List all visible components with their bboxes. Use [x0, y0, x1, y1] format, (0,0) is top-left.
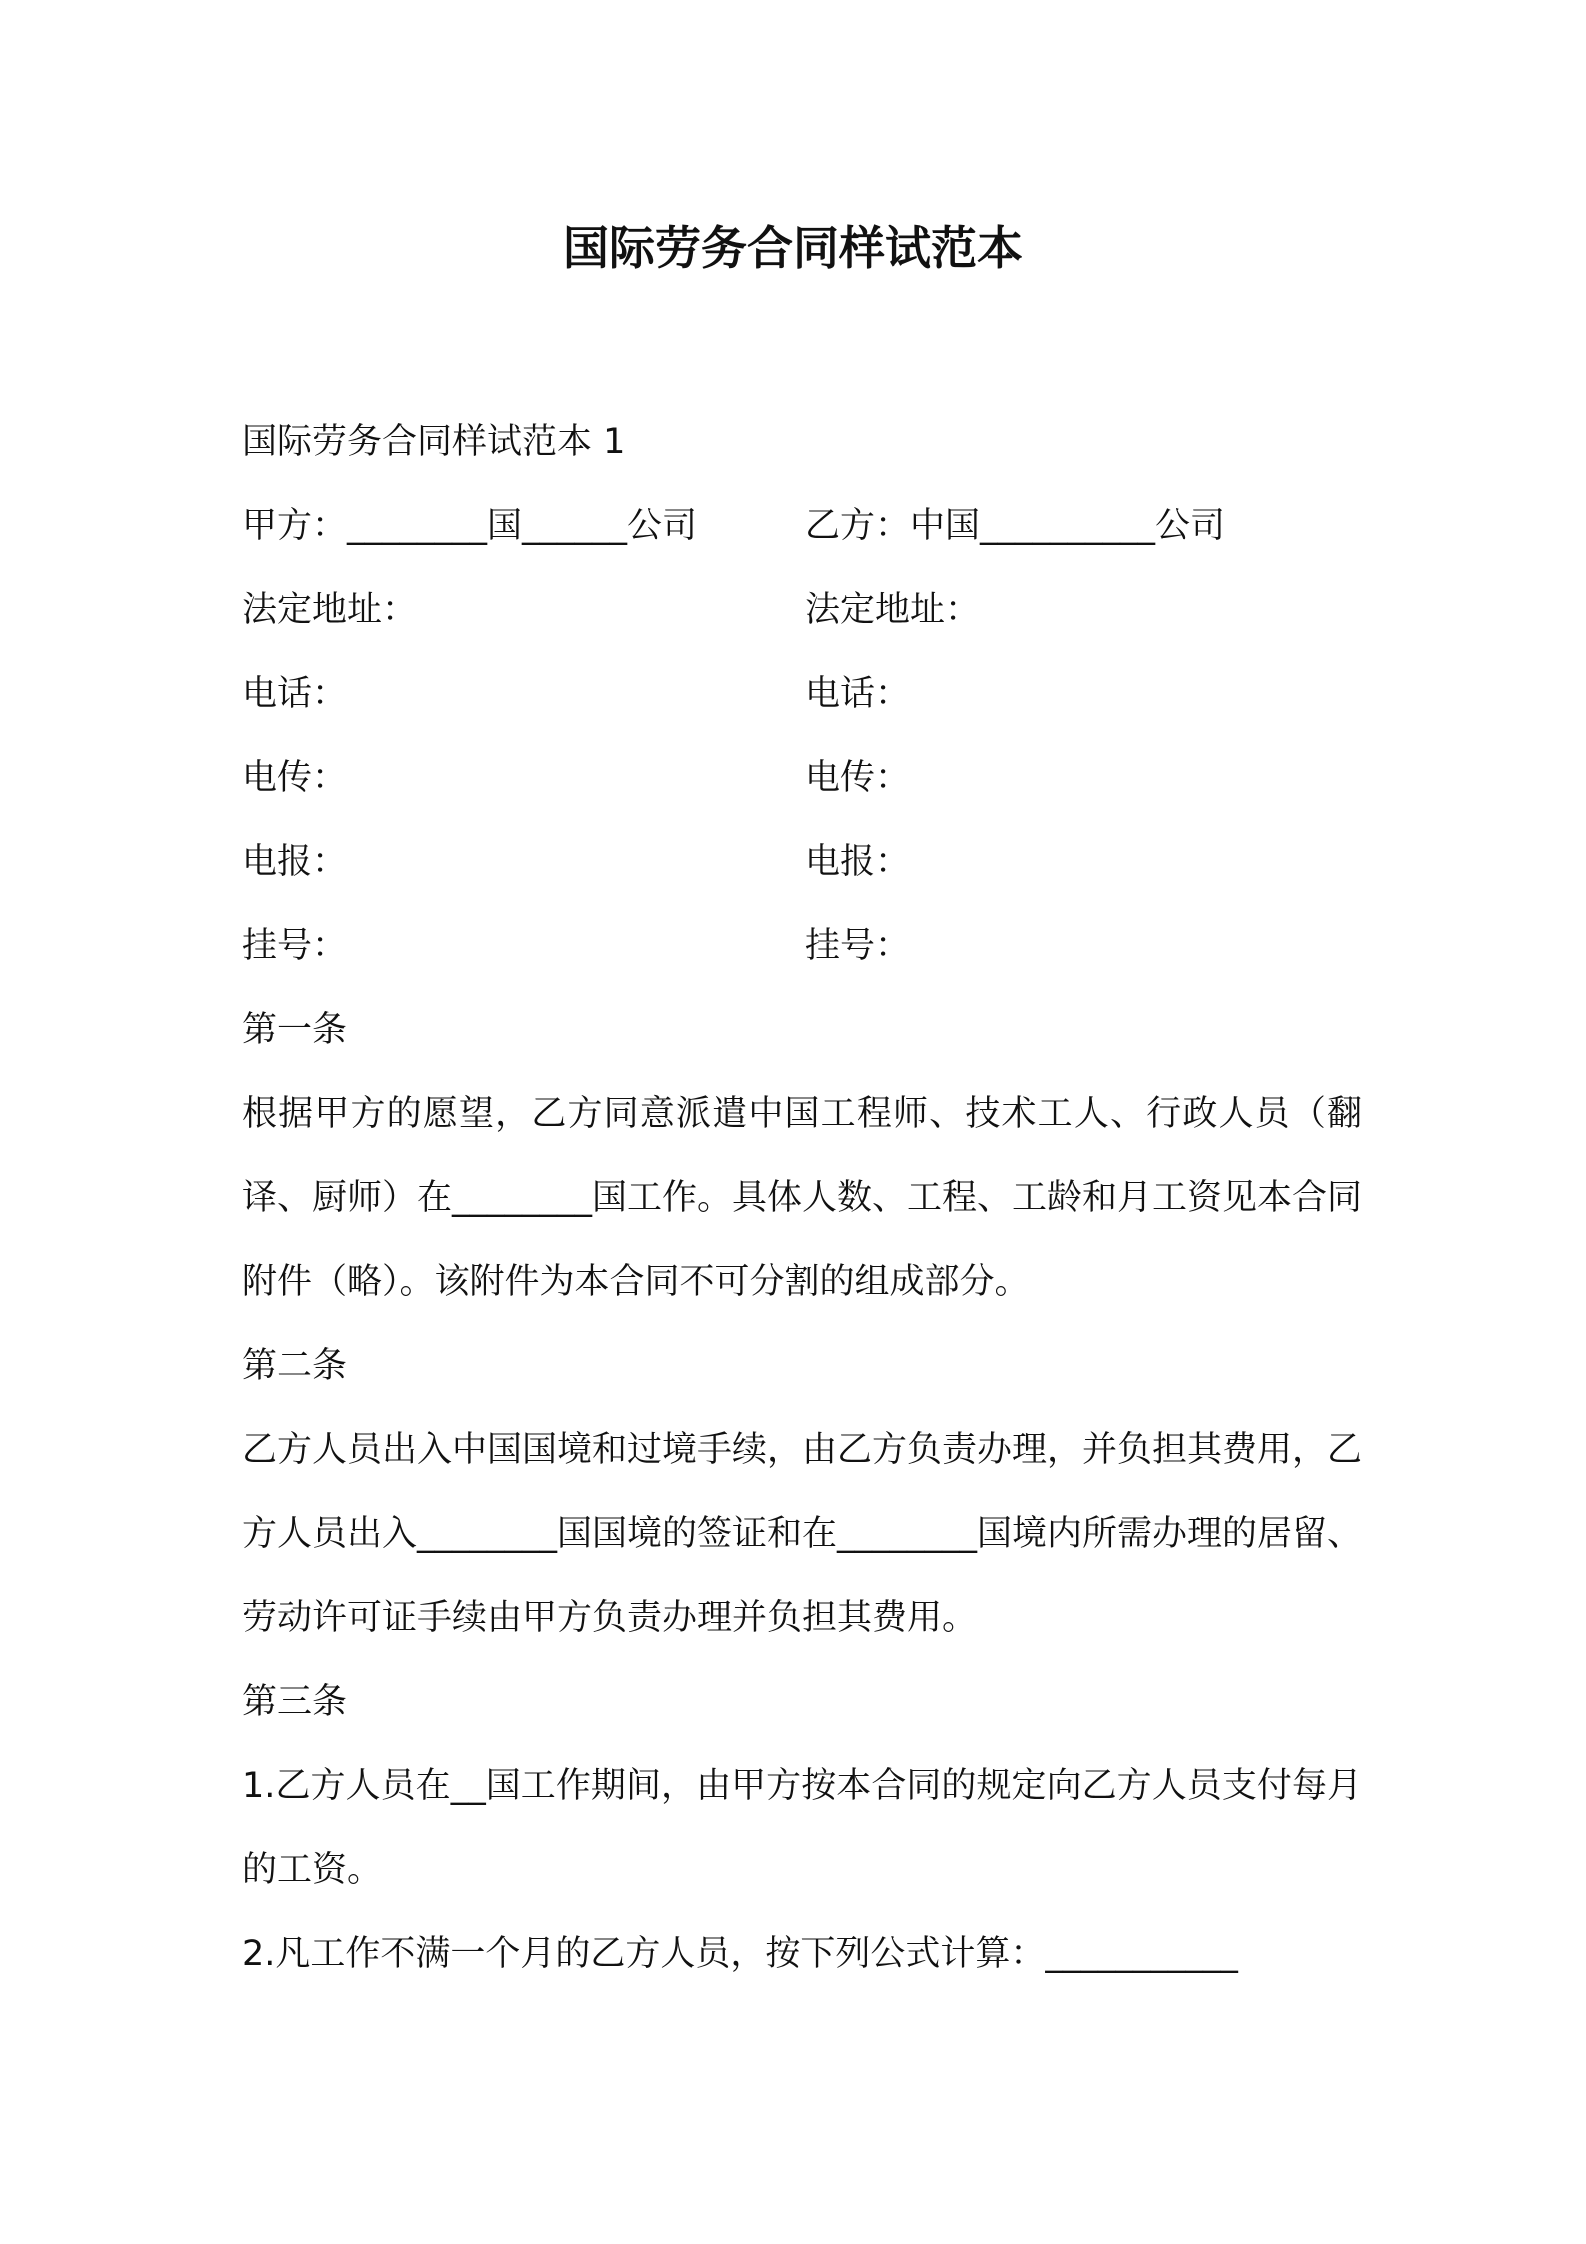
party-b-telex-label: 电传： [805, 758, 911, 798]
party-a-telex-label: 电传： [242, 758, 348, 798]
party-row-telex [242, 736, 1362, 820]
article-3-item-1: 1.乙方人员在__国工作期间，由甲方按本合同的规定向乙方人员支付每月的工资。 [242, 1766, 1362, 1890]
party-row-telegram [242, 820, 1362, 904]
party-b-address-label: 法定地址： [805, 590, 981, 630]
party-a-address-label: 法定地址： [242, 590, 418, 630]
article-1-heading: 第一条 [242, 1010, 348, 1050]
party-b-name: 乙方：中国__________公司 [805, 506, 1226, 546]
party-row-names [242, 484, 1362, 568]
article-3-heading: 第三条 [242, 1682, 348, 1722]
party-b-telegram-label: 电报： [805, 842, 911, 882]
party-a-telegram-label: 电报： [242, 842, 348, 882]
party-a-registered-label: 挂号： [242, 926, 348, 966]
party-b-phone-label: 电话： [805, 674, 911, 714]
party-b-registered-label: 挂号： [805, 926, 911, 966]
article-3-item-2: 2.凡工作不满一个月的乙方人员，按下列公式计算：___________ [242, 1934, 1238, 1974]
document-title: 国际劳务合同样试范本 [563, 221, 1023, 275]
article-1-text: 根据甲方的愿望，乙方同意派遣中国工程师、技术工人、行政人员（翻译、厨师）在________国工作。具体人数、工程、工龄和月工资见本合同附件（略）。该附件为本合同不可分割的组成部分。 [242, 1094, 1363, 1302]
contract-subtitle: 国际劳务合同样试范本 1 [242, 422, 626, 462]
party-row-registered [242, 904, 1362, 988]
party-row-address [242, 568, 1362, 652]
article-2-heading: 第二条 [242, 1346, 348, 1386]
document-body [242, 400, 1362, 1996]
party-a-phone-label: 电话： [242, 674, 348, 714]
party-a-name: 甲方：________国______公司 [242, 506, 698, 546]
article-2-text: 乙方人员出入中国国境和过境手续，由乙方负责办理，并负担其费用，乙方人员出入________国国境的签证和在________国境内所需办理的居留、劳动许可证手续由甲方负责办理并负担其费用。 [242, 1430, 1363, 1638]
party-row-phone [242, 652, 1362, 736]
